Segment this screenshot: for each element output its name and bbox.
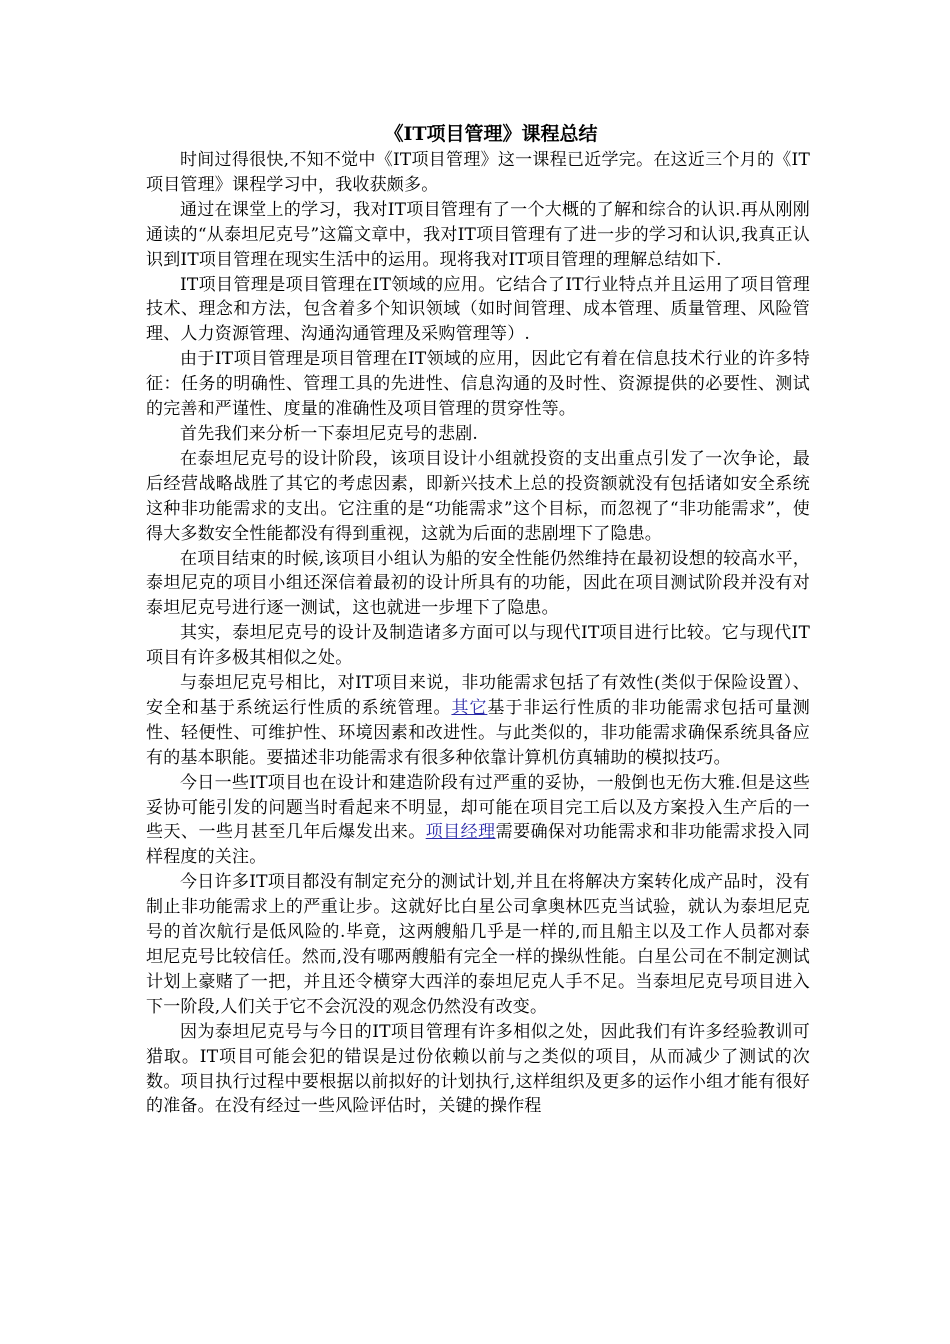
paragraph-8: 其实，泰坦尼克号的设计及制造诸多方面可以与现代IT项目进行比较。它与现代IT项目有许多极其相似之处。 <box>146 623 810 669</box>
paragraph-1: 时间过得很快,不知不觉中《IT项目管理》这一课程已近学完。在这近三个月的《IT项目管理》课程学习中，我收获颇多。 <box>146 150 810 195</box>
paragraph-9-text-after: 基于非运行性质的非功能需求包括可量测性、轻便性、可维护性、环境因素和改进性。与此类似的，非功能需求确保系统具备应有的基本职能。要描述非功能需求有很多种依靠计算机仿真辅助的模拟技巧。 <box>146 697 810 768</box>
paragraph-12: 因为泰坦尼克号与今日的IT项目管理有许多相似之处，因此我们有许多经验教训可猎取。IT项目可能会犯的错误是过份依赖以前与之类似的项目，从而减少了测试的次数。项目执行过程中要根据以前拟好的计划执行,这样组织及更多的运作小组才能有很好的准备。在没有经过一些风险评估时，关键的操作程 <box>146 1021 810 1117</box>
paragraph-11: 今日许多IT项目都没有制定充分的测试计划,并且在将解决方案转化成产品时，没有制止非功能需求上的严重让步。这就好比白星公司拿奥林匹克当试验，就认为泰坦尼克号的首次航行是低风险的.毕竟，这两艘船几乎是一样的,而且船主以及工作人员都对泰坦尼克号比较信任。然而,没有哪两艘船有完全一样的操纵性能。白星公司在不制定测试计划上豪赌了一把，并且还令横穿大西洋的泰坦尼克人手不足。当泰坦尼克号项目进入下一阶段,人们关于它不会沉没的观念仍然没有改变。 <box>146 872 810 1017</box>
paragraph-4: 由于IT项目管理是项目管理在IT领域的应用，因此它有着在信息技术行业的许多特征：任务的明确性、管理工具的先进性、信息沟通的及时性、资源提供的必要性、测试的完善和严谨性、度量的准确性及项目管理的贯穿性等。 <box>146 349 810 420</box>
link-other[interactable]: 其它 <box>451 697 488 718</box>
paragraph-10 <box>146 771 810 871</box>
paragraph-9-text-before: 与泰坦尼克号相比，对IT项目来说，非功能需求包括了有效性(类似于保险设置）、安全和基于系统运行性质的系统管理。 <box>146 673 810 718</box>
paragraph-2: 通过在课堂上的学习，我对IT项目管理有了一个大概的了解和综合的认识.再从刚刚通读的“从泰坦尼克号”这篇文章中，我对IT项目管理有了进一步的学习和认识,我真正认识到IT项目管理在现实生活中的运用。现将我对IT项目管理的理解总结如下. <box>146 199 810 270</box>
paragraph-9 <box>146 671 810 771</box>
paragraph-5: 首先我们来分析一下泰坦尼克号的悲剧. <box>180 423 479 444</box>
paragraph-10-text-before: 今日一些IT项目也在设计和建造阶段有过严重的妥协，一般倒也无伤大雅.但是这些妥协可能引发的问题当时看起来不明显，却可能在项目完工后以及方案投入生产后的一些天、一些月甚至几年后爆发出来。 <box>146 772 810 843</box>
link-project-manager[interactable]: 项目经理 <box>425 822 496 843</box>
paragraph-7: 在项目结束的时候,该项目小组认为船的安全性能仍然维持在最初设想的较高水平，泰坦尼克的项目小组还深信着最初的设计所具有的功能，因此在项目测试阶段并没有对泰坦尼克号进行逐一测试，这也就进一步埋下了隐患。 <box>146 548 810 619</box>
document-page <box>146 120 810 1119</box>
paragraph-6: 在泰坦尼克号的设计阶段，该项目设计小组就投资的支出重点引发了一次争论，最后经营战略战胜了其它的考虑因素，即新兴技术上总的投资额就没有包括诸如安全系统这种非功能需求的支出。它注重的是“功能需求”这个目标，而忽视了“非功能需求”，使得大多数安全性能都没有得到重视，这就为后面的悲剧埋下了隐患。 <box>146 448 810 544</box>
paragraph-3: IT项目管理是项目管理在IT领域的应用。它结合了IT行业特点并且运用了项目管理技术、理念和方法，包含着多个知识领域（如时间管理、成本管理、质量管理、风险管理、人力资源管理、沟通沟通管理及采购管理等）. <box>146 274 810 345</box>
document-title: 《IT项目管理》课程总结 <box>384 123 598 145</box>
paragraph-10-text-after: 需要确保对功能需求和非功能需求投入同样程度的关注。 <box>146 822 810 868</box>
